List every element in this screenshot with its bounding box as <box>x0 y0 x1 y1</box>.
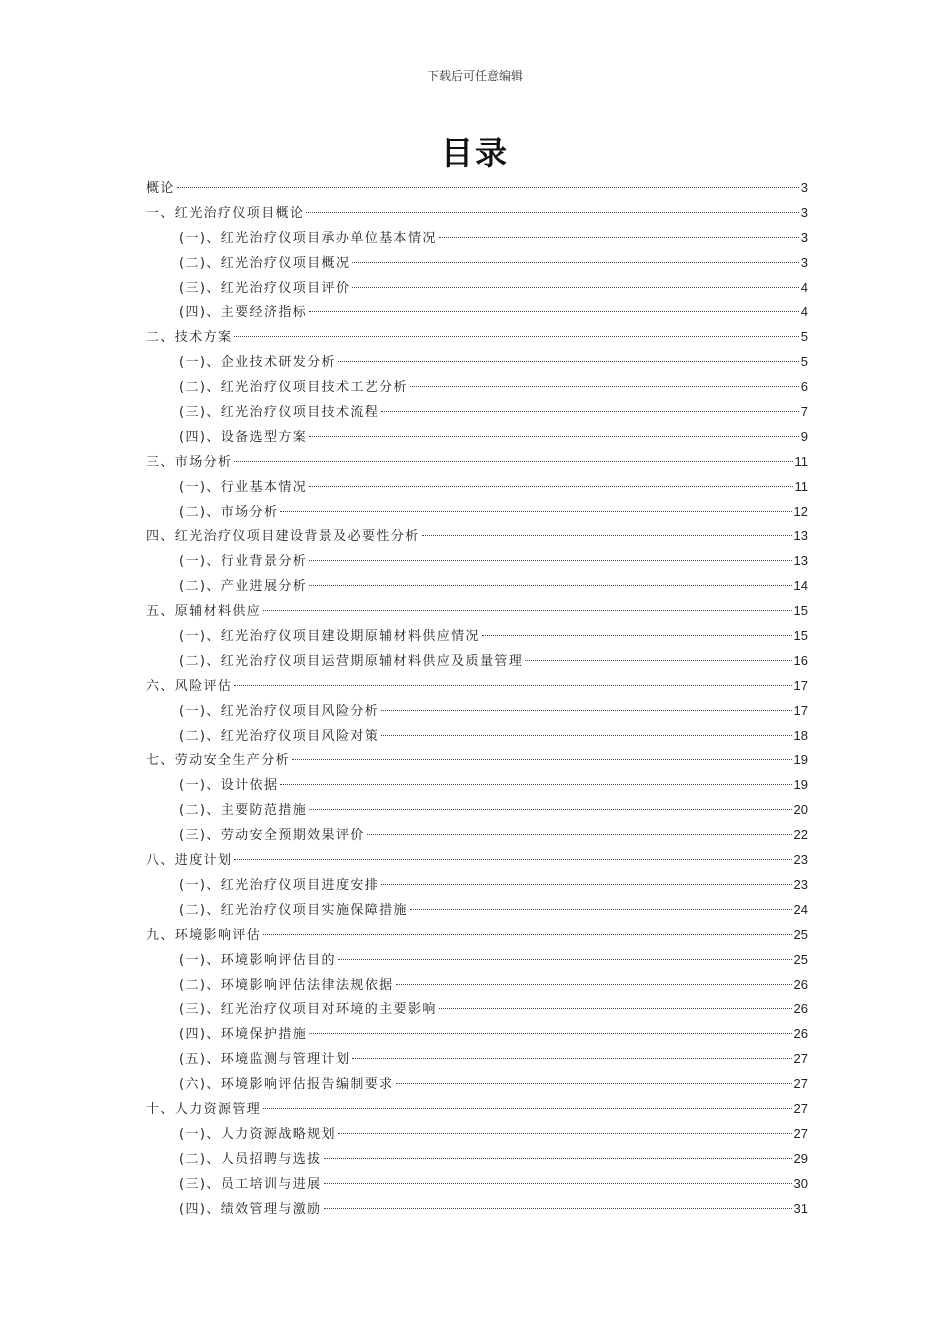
toc-entry-label: (六)、环境影响评估报告编制要求 <box>179 1077 394 1093</box>
toc-dot-leader <box>324 1158 792 1159</box>
toc-entry-page-number: 9 <box>800 428 808 444</box>
toc-entry-label: 四、红光治疗仪项目建设背景及必要性分析 <box>146 529 420 545</box>
toc-entry-page-number: 4 <box>800 304 808 320</box>
toc-entry-label: (一)、行业基本情况 <box>179 479 308 495</box>
toc-dot-leader <box>280 511 791 512</box>
toc-entry[interactable] <box>146 176 808 201</box>
toc-entry-label: 三、市场分析 <box>146 454 233 470</box>
toc-entry[interactable] <box>146 1172 808 1197</box>
toc-dot-leader <box>324 1183 792 1184</box>
toc-entry[interactable] <box>146 549 808 574</box>
toc-entry[interactable] <box>146 948 808 973</box>
toc-dot-leader <box>309 1033 791 1034</box>
toc-entry-page-number: 3 <box>800 204 808 220</box>
toc-entry-page-number: 27 <box>793 1051 808 1067</box>
toc-entry[interactable] <box>146 524 808 549</box>
toc-entry-page-number: 5 <box>800 329 808 345</box>
toc-entry[interactable] <box>146 748 808 773</box>
toc-entry[interactable] <box>146 1147 808 1172</box>
toc-entry[interactable] <box>146 1072 808 1097</box>
toc-entry[interactable] <box>146 475 808 500</box>
toc-entry[interactable] <box>146 599 808 624</box>
toc-entry-label: (一)、红光治疗仪项目承办单位基本情况 <box>179 230 437 246</box>
toc-dot-leader <box>263 1108 791 1109</box>
toc-entry-page-number: 27 <box>793 1100 808 1116</box>
toc-dot-leader <box>381 884 791 885</box>
toc-entry[interactable] <box>146 251 808 276</box>
toc-entry-label: (四)、绩效管理与激励 <box>179 1201 322 1217</box>
toc-dot-leader <box>381 735 791 736</box>
toc-entry-page-number: 7 <box>800 404 808 420</box>
toc-entry-page-number: 13 <box>793 553 808 569</box>
toc-entry[interactable] <box>146 699 808 724</box>
toc-entry[interactable] <box>146 500 808 525</box>
toc-entry-page-number: 27 <box>793 1125 808 1141</box>
toc-entry[interactable] <box>146 450 808 475</box>
toc-entry-page-number: 17 <box>793 702 808 718</box>
toc-entry[interactable] <box>146 300 808 325</box>
toc-entry-page-number: 22 <box>793 827 808 843</box>
toc-entry-page-number: 25 <box>793 926 808 942</box>
toc-entry-label: (一)、行业背景分析 <box>179 554 308 570</box>
toc-dot-leader <box>177 187 799 188</box>
toc-dot-leader <box>410 909 792 910</box>
toc-entry-label: 七、劳动安全生产分析 <box>146 753 291 769</box>
toc-entry-page-number: 27 <box>793 1076 808 1092</box>
toc-entry[interactable] <box>146 400 808 425</box>
toc-entry-page-number: 26 <box>793 976 808 992</box>
table-of-contents <box>146 176 808 1221</box>
toc-dot-leader <box>410 386 799 387</box>
toc-entry-page-number: 30 <box>793 1175 808 1191</box>
toc-entry-label: (四)、主要经济指标 <box>179 305 308 321</box>
toc-entry-label: 八、进度计划 <box>146 853 233 869</box>
toc-dot-leader <box>234 461 792 462</box>
toc-entry-label: (一)、设计依据 <box>179 778 279 794</box>
toc-dot-leader <box>234 859 791 860</box>
toc-entry-page-number: 23 <box>793 852 808 868</box>
toc-entry[interactable] <box>146 1197 808 1222</box>
toc-entry-label: 六、风险评估 <box>146 678 233 694</box>
toc-entry-label: 九、环境影响评估 <box>146 927 262 943</box>
toc-entry-label: (三)、劳动安全预期效果评价 <box>179 828 365 844</box>
page-title: 目录 <box>440 134 509 172</box>
toc-entry[interactable] <box>146 276 808 301</box>
toc-entry-label: (二)、人员招聘与选拔 <box>179 1151 322 1167</box>
toc-dot-leader <box>234 685 791 686</box>
toc-entry[interactable] <box>146 425 808 450</box>
toc-entry-page-number: 29 <box>793 1150 808 1166</box>
toc-entry[interactable] <box>146 1122 808 1147</box>
toc-entry-label: (二)、主要防范措施 <box>179 803 308 819</box>
toc-dot-leader <box>367 834 792 835</box>
toc-entry-label: (一)、企业技术研发分析 <box>179 355 336 371</box>
toc-entry-page-number: 11 <box>794 478 808 494</box>
toc-entry-label: (三)、红光治疗仪项目对环境的主要影响 <box>179 1002 437 1018</box>
toc-dot-leader <box>338 1133 792 1134</box>
toc-entry[interactable] <box>146 1047 808 1072</box>
toc-entry[interactable] <box>146 574 808 599</box>
toc-entry[interactable] <box>146 773 808 798</box>
toc-entry[interactable] <box>146 375 808 400</box>
toc-entry-page-number: 23 <box>793 876 808 892</box>
toc-entry-page-number: 26 <box>793 1001 808 1017</box>
toc-entry[interactable] <box>146 873 808 898</box>
toc-entry-page-number: 26 <box>793 1026 808 1042</box>
toc-entry[interactable] <box>146 848 808 873</box>
toc-entry-page-number: 19 <box>793 752 808 768</box>
toc-entry-page-number: 12 <box>793 503 808 519</box>
toc-entry-label: (二)、红光治疗仪项目概况 <box>179 255 351 271</box>
toc-dot-leader <box>525 660 791 661</box>
toc-entry-label: (三)、红光治疗仪项目技术流程 <box>179 405 380 421</box>
toc-dot-leader <box>439 1008 792 1009</box>
toc-entry-label: (四)、环境保护措施 <box>179 1027 308 1043</box>
toc-dot-leader <box>306 212 798 213</box>
toc-entry-page-number: 19 <box>793 777 808 793</box>
toc-dot-leader <box>352 287 798 288</box>
toc-entry-page-number: 31 <box>793 1200 808 1216</box>
toc-entry-label: (一)、红光治疗仪项目风险分析 <box>179 703 380 719</box>
toc-entry-page-number: 3 <box>800 254 808 270</box>
toc-dot-leader <box>234 336 798 337</box>
toc-entry-page-number: 4 <box>800 279 808 295</box>
toc-dot-leader <box>422 535 792 536</box>
toc-entry[interactable] <box>146 649 808 674</box>
toc-entry-page-number: 17 <box>793 677 808 693</box>
toc-entry-label: 十、人力资源管理 <box>146 1101 262 1117</box>
toc-dot-leader <box>352 262 798 263</box>
toc-dot-leader <box>396 1083 792 1084</box>
toc-entry[interactable] <box>146 350 808 375</box>
toc-entry[interactable] <box>146 1022 808 1047</box>
toc-entry-label: (一)、人力资源战略规划 <box>179 1126 336 1142</box>
toc-entry-label: (二)、红光治疗仪项目运营期原辅材料供应及质量管理 <box>179 653 524 669</box>
toc-entry-label: (二)、红光治疗仪项目技术工艺分析 <box>179 380 408 396</box>
toc-dot-leader <box>439 237 799 238</box>
toc-dot-leader <box>292 759 792 760</box>
toc-dot-leader <box>381 710 791 711</box>
toc-dot-leader <box>309 436 799 437</box>
toc-entry[interactable] <box>146 823 808 848</box>
toc-dot-leader <box>280 784 791 785</box>
toc-entry-label: (四)、设备选型方案 <box>179 429 308 445</box>
toc-dot-leader <box>263 934 791 935</box>
toc-entry[interactable] <box>146 201 808 226</box>
toc-dot-leader <box>338 959 792 960</box>
toc-entry[interactable] <box>146 997 808 1022</box>
toc-dot-leader <box>324 1208 792 1209</box>
toc-dot-leader <box>309 585 791 586</box>
toc-entry-page-number: 11 <box>794 453 808 469</box>
toc-entry-label: (二)、环境影响评估法律法规依据 <box>179 977 394 993</box>
toc-entry[interactable] <box>146 724 808 749</box>
toc-dot-leader <box>263 610 791 611</box>
toc-entry-page-number: 15 <box>793 628 808 644</box>
toc-entry-label: (一)、环境影响评估目的 <box>179 952 336 968</box>
toc-entry[interactable] <box>146 798 808 823</box>
toc-entry-label: (一)、红光治疗仪项目进度安排 <box>179 877 380 893</box>
toc-entry-page-number: 14 <box>793 578 808 594</box>
toc-entry-label: (五)、环境监测与管理计划 <box>179 1052 351 1068</box>
toc-entry-page-number: 6 <box>800 379 808 395</box>
toc-entry-page-number: 20 <box>793 802 808 818</box>
toc-entry[interactable] <box>146 674 808 699</box>
toc-entry-page-number: 5 <box>800 354 808 370</box>
toc-entry-page-number: 13 <box>793 528 808 544</box>
toc-entry[interactable] <box>146 325 808 350</box>
toc-entry-label: 五、原辅材料供应 <box>146 604 262 620</box>
toc-dot-leader <box>352 1058 791 1059</box>
toc-entry-label: (一)、红光治疗仪项目建设期原辅材料供应情况 <box>179 629 480 645</box>
toc-entry-label: 概论 <box>146 181 175 196</box>
toc-entry-page-number: 24 <box>793 901 808 917</box>
page-header: 下载后可任意编辑 <box>426 69 523 83</box>
toc-entry-label: (二)、产业进展分析 <box>179 579 308 595</box>
toc-entry-label: (二)、红光治疗仪项目风险对策 <box>179 728 380 744</box>
toc-entry-page-number: 25 <box>793 951 808 967</box>
toc-entry-label: (三)、红光治疗仪项目评价 <box>179 280 351 296</box>
toc-dot-leader <box>309 486 792 487</box>
toc-dot-leader <box>482 635 792 636</box>
toc-entry[interactable] <box>146 973 808 998</box>
toc-entry[interactable] <box>146 923 808 948</box>
toc-entry-label: (三)、员工培训与进展 <box>179 1176 322 1192</box>
toc-dot-leader <box>309 809 791 810</box>
toc-entry-page-number: 15 <box>793 603 808 619</box>
toc-entry[interactable] <box>146 226 808 251</box>
toc-entry[interactable] <box>146 1097 808 1122</box>
toc-entry-label: 一、红光治疗仪项目概论 <box>146 205 305 221</box>
toc-entry-label: (二)、红光治疗仪项目实施保障措施 <box>179 902 408 918</box>
toc-entry-page-number: 3 <box>800 180 808 195</box>
toc-entry-page-number: 3 <box>800 229 808 245</box>
toc-entry-page-number: 18 <box>793 727 808 743</box>
toc-entry-label: 二、技术方案 <box>146 330 233 346</box>
toc-dot-leader <box>381 411 799 412</box>
toc-dot-leader <box>338 361 799 362</box>
toc-dot-leader <box>309 560 791 561</box>
toc-dot-leader <box>309 311 799 312</box>
toc-entry-label: (二)、市场分析 <box>179 504 279 520</box>
toc-entry[interactable] <box>146 624 808 649</box>
toc-entry[interactable] <box>146 898 808 923</box>
toc-dot-leader <box>396 984 792 985</box>
toc-entry-page-number: 16 <box>793 652 808 668</box>
